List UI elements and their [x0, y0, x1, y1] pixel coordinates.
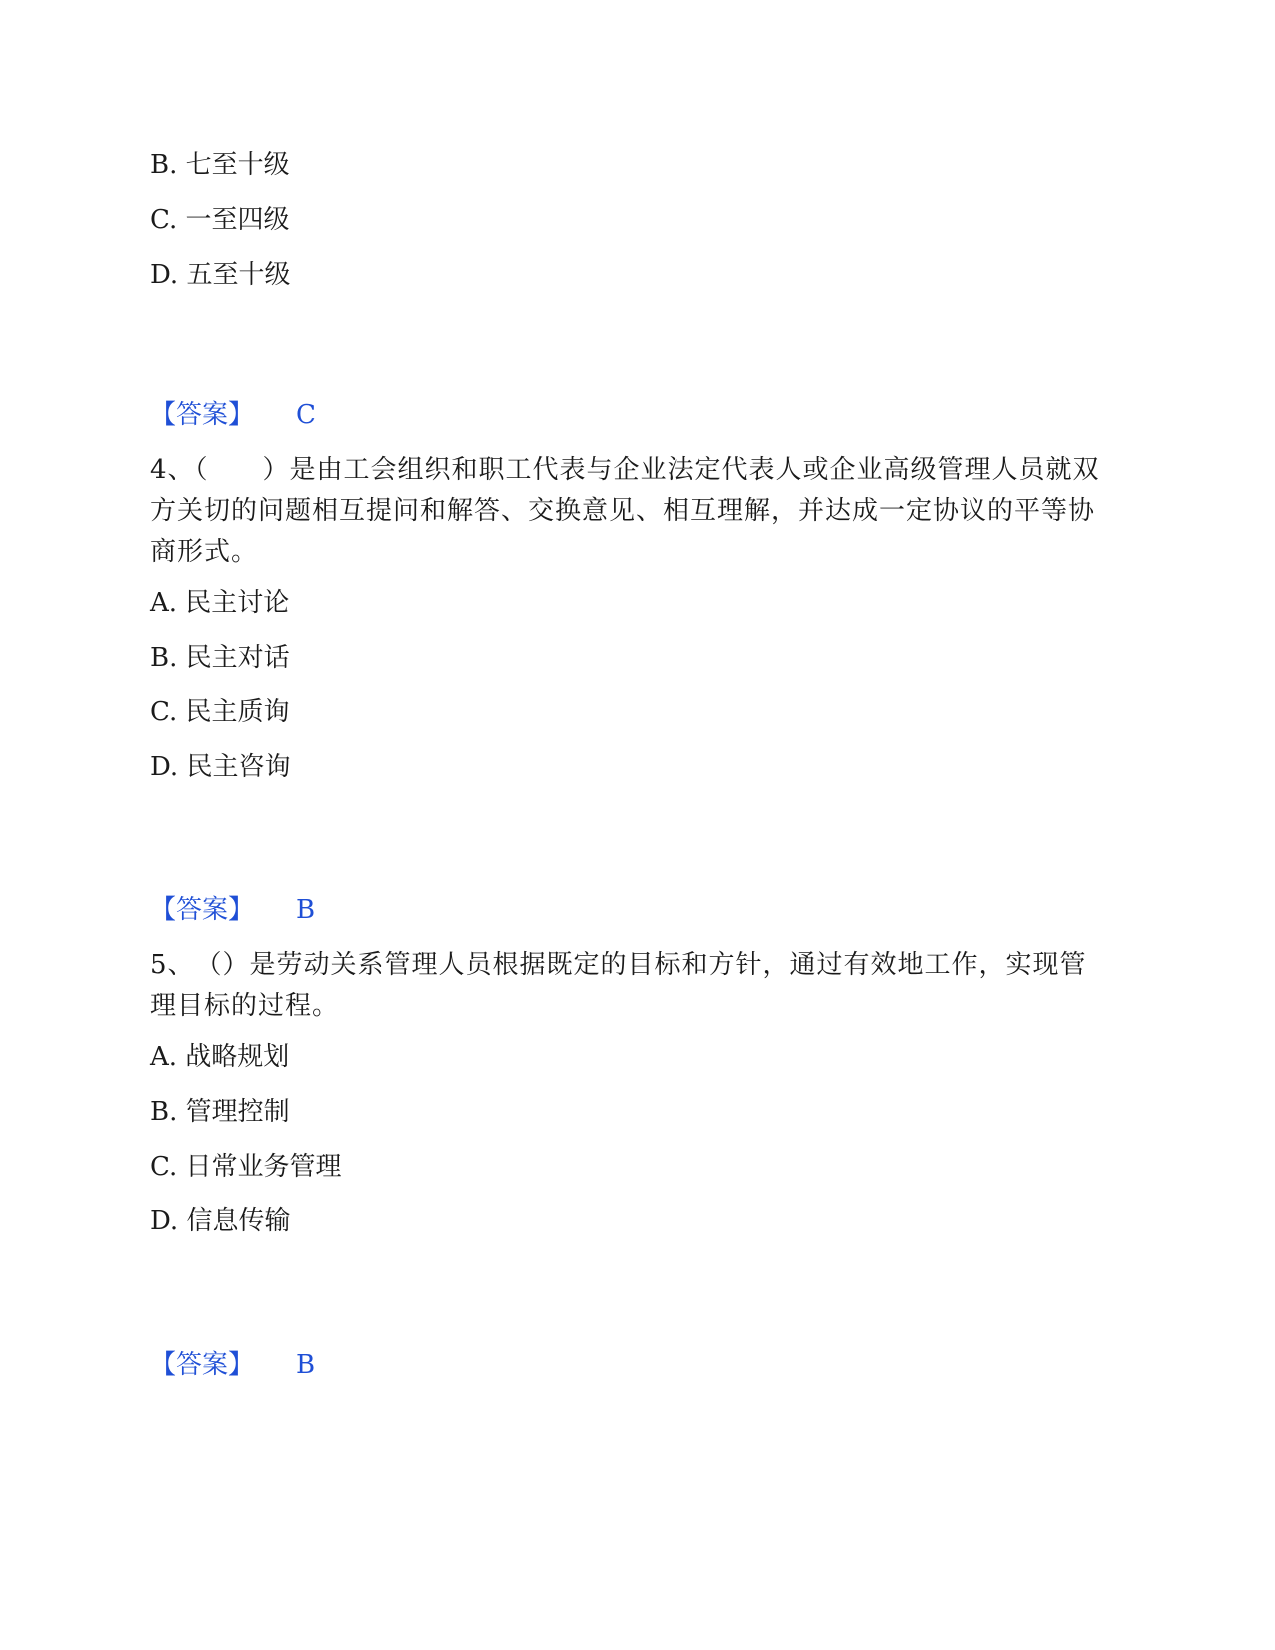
answer-value: C: [296, 400, 316, 430]
q4-option-a: A. 民主讨论: [150, 588, 290, 618]
q5-answer-row: [150, 1350, 316, 1380]
q4-answer-row: [150, 895, 316, 925]
q4-option-c: C. 民主质询: [150, 697, 290, 727]
answer-row: [150, 400, 316, 430]
answer-value: B: [296, 895, 316, 925]
q5-option-a: A. 战略规划: [150, 1042, 290, 1072]
answer-label: 【答案】: [150, 400, 255, 430]
q5-option-b: B. 管理控制: [150, 1097, 290, 1127]
answer-value: B: [296, 1350, 316, 1380]
q4-option-d: D. 民主咨询: [150, 752, 291, 782]
answer-label: 【答案】: [150, 1350, 255, 1380]
option-d: D. 五至十级: [150, 260, 291, 290]
question-5-stem: 5、 （）是劳动关系管理人员根据既定的目标和方针，通过有效地工作，实现管理目标的过程。: [150, 950, 1087, 1021]
q5-option-d: D. 信息传输: [150, 1206, 291, 1236]
option-b: B. 七至十级: [150, 150, 290, 180]
answer-label: 【答案】: [150, 895, 255, 925]
question-4-stem: 4、（ ）是由工会组织和职工代表与企业法定代表人或企业高级管理人员就双方关切的问题相互提问和解答、交换意见、相互理解，并达成一定协议的平等协商形式。: [150, 455, 1100, 567]
q4-option-b: B. 民主对话: [150, 643, 290, 673]
q5-option-c: C. 日常业务管理: [150, 1152, 342, 1182]
option-c: C. 一至四级: [150, 205, 290, 235]
